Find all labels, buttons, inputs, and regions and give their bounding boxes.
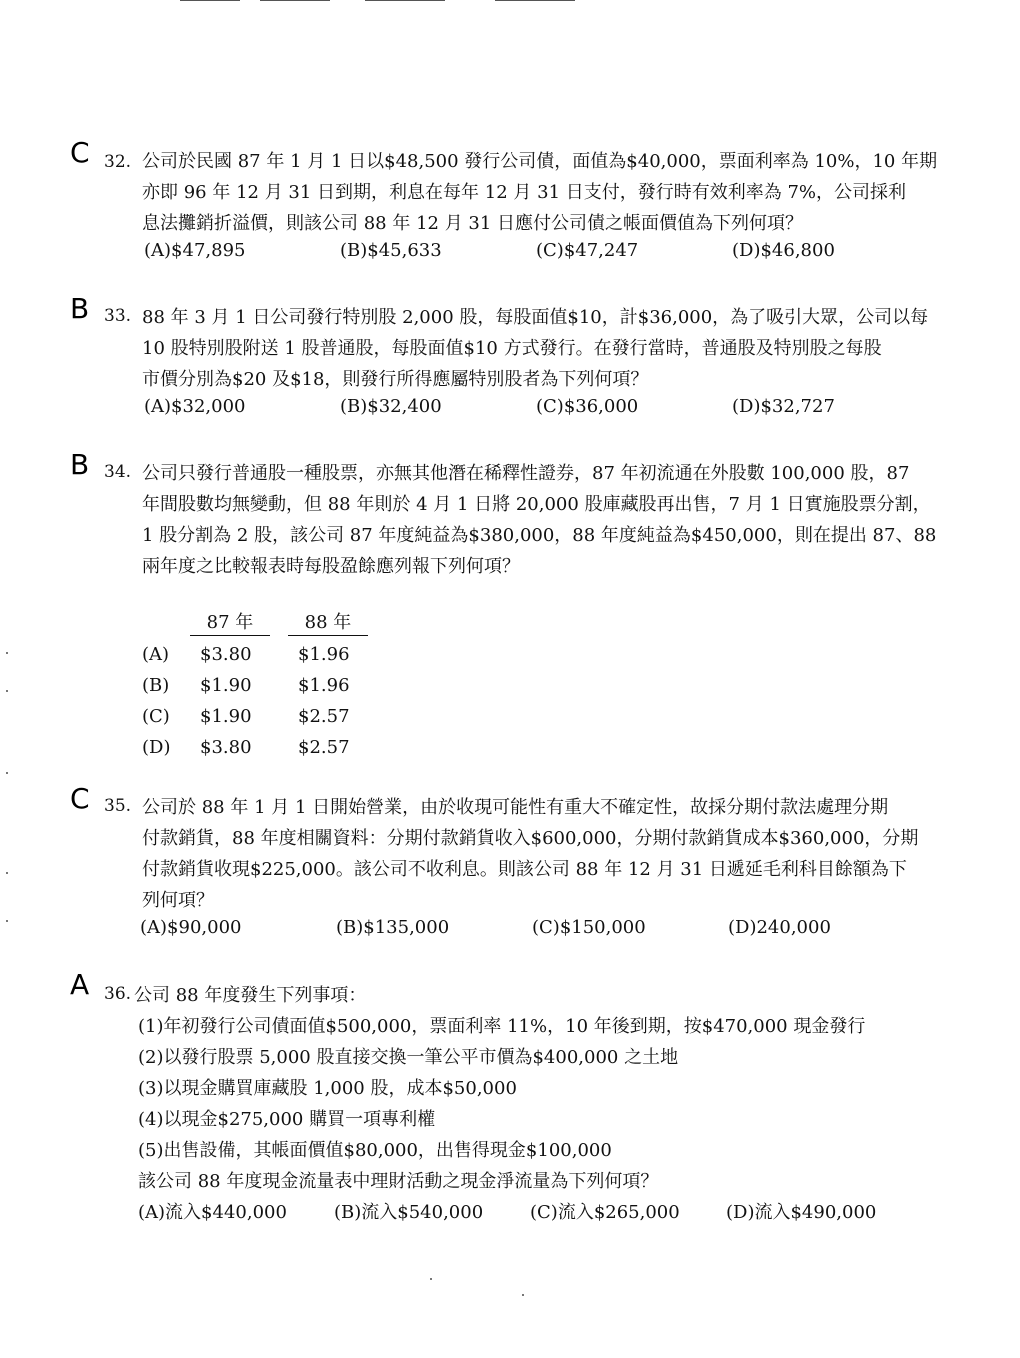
event-item-4: (4)以現金$275,000 購買一項專利權 — [138, 1109, 436, 1130]
table-cell: $1.96 — [298, 675, 350, 696]
scan-speck — [430, 1278, 432, 1280]
option-b: (B)流入$540,000 — [334, 1202, 484, 1223]
question-text-line: 88 年 3 月 1 日公司發行特別股 2,000 股，每股面值$10，計$36,000，為了吸引大眾，公司以每 — [142, 307, 929, 328]
question-number: 32. — [104, 152, 132, 172]
table-cell: $1.96 — [298, 644, 350, 665]
answer-options — [144, 240, 964, 271]
question-text-line: 兩年度之比較報表時每股盈餘應列報下列何項？ — [142, 556, 520, 577]
answer-options — [140, 917, 960, 948]
question-text-line: 公司只發行普通股一種股票，亦無其他潛在稀釋性證券，87 年初流通在外股數 100,000 股，87 — [142, 463, 910, 484]
answer-mark: B — [70, 292, 90, 325]
option-a: (A)流入$440,000 — [138, 1202, 287, 1223]
option-c: (C)流入$265,000 — [530, 1202, 680, 1223]
table-cell: $1.90 — [200, 675, 252, 696]
option-a: (A)$90,000 — [140, 917, 242, 938]
table-cell: $1.90 — [200, 706, 252, 727]
table-header-88: 88 年 — [288, 608, 368, 636]
option-c: (C)$36,000 — [536, 396, 639, 417]
table-cell: $3.80 — [200, 644, 252, 665]
question-text-line: 付款銷貨收現$225,000。該公司不收利息。則該公司 88 年 12 月 31 日遞延毛利科目餘額為下 — [142, 859, 907, 880]
option-d: (D)$46,800 — [732, 240, 835, 261]
question-text-line: 1 股分割為 2 股，該公司 87 年度純益為$380,000，88 年度純益為$450,000，則在提出 87、88 — [142, 525, 937, 546]
question-text-line: 亦即 96 年 12 月 31 日到期，利息在每年 12 月 31 日支付，發行時有效利率為 7%，公司採利 — [142, 182, 907, 203]
question-text-line: 列何項？ — [142, 890, 214, 911]
option-c: (C)$47,247 — [536, 240, 639, 261]
event-item-3: (3)以現金購買庫藏股 1,000 股，成本$50,000 — [138, 1078, 517, 1099]
answer-mark: C — [70, 136, 90, 169]
question-number: 36. — [104, 984, 132, 1004]
scan-speck — [6, 652, 8, 654]
question-text-line: 公司 88 年度發生下列事項： — [134, 985, 367, 1006]
table-row-label: (A) — [142, 644, 170, 665]
question-number: 33. — [104, 306, 132, 326]
question-text-line: 付款銷貨，88 年度相關資料：分期付款銷貨收入$600,000，分期付款銷貨成本$360,000，分期 — [142, 828, 919, 849]
question-text-line: 年間股數均無變動，但 88 年則於 4 月 1 日將 20,000 股庫藏股再出售，7 月 1 日實施股票分割， — [142, 494, 931, 515]
option-b: (B)$45,633 — [340, 240, 442, 261]
table-cell: $2.57 — [298, 737, 350, 758]
answer-options — [144, 396, 964, 427]
top-edge-marks — [150, 0, 590, 4]
table-row-label: (C) — [142, 706, 170, 727]
scan-speck — [6, 920, 8, 922]
table-header-87: 87 年 — [190, 608, 270, 636]
scan-speck — [522, 1294, 524, 1296]
question-text-line: 公司於民國 87 年 1 月 1 日以$48,500 發行公司債，面值為$40,000，票面利率為 10%，10 年期 — [142, 151, 938, 172]
question-prompt: 該公司 88 年度現金流量表中理財活動之現金淨流量為下列何項？ — [138, 1171, 659, 1192]
answer-mark: B — [70, 448, 90, 481]
question-number: 35. — [104, 796, 132, 816]
event-item-5: (5)出售設備，其帳面價值$80,000，出售得現金$100,000 — [138, 1140, 612, 1161]
question-text-line: 息法攤銷折溢價，則該公司 88 年 12 月 31 日應付公司債之帳面價值為下列何項？ — [142, 213, 804, 234]
scan-speck — [6, 772, 8, 774]
option-d: (D)$32,727 — [732, 396, 835, 417]
option-b: (B)$32,400 — [340, 396, 442, 417]
scan-speck — [6, 872, 8, 874]
table-cell: $2.57 — [298, 706, 350, 727]
question-text-line: 公司於 88 年 1 月 1 日開始營業，由於收現可能性有重大不確定性，故採分期付款法處理分期 — [142, 797, 889, 818]
answer-options — [138, 1198, 958, 1229]
option-a: (A)$47,895 — [144, 240, 246, 261]
question-text-line: 10 股特別股附送 1 股普通股，每股面值$10 方式發行。在發行當時，普通股及特別股之每股 — [142, 338, 882, 359]
table-row-label: (B) — [142, 675, 170, 696]
event-item-2: (2)以發行股票 5,000 股直接交換一筆公平市價為$400,000 之土地 — [138, 1047, 679, 1068]
answer-mark: C — [70, 782, 90, 815]
question-number: 34. — [104, 462, 132, 482]
table-row-label: (D) — [142, 737, 171, 758]
option-b: (B)$135,000 — [336, 917, 450, 938]
option-d: (D)流入$490,000 — [726, 1202, 877, 1223]
option-d: (D)240,000 — [728, 917, 831, 938]
option-c: (C)$150,000 — [532, 917, 646, 938]
answer-mark: A — [70, 968, 90, 1001]
event-item-1: (1)年初發行公司債面值$500,000，票面利率 11%，10 年後到期，按$470,000 現金發行 — [138, 1016, 866, 1037]
option-a: (A)$32,000 — [144, 396, 246, 417]
table-cell: $3.80 — [200, 737, 252, 758]
scan-speck — [6, 690, 8, 692]
question-text-line: 市價分別為$20 及$18，則發行所得應屬特別股者為下列何項？ — [142, 369, 649, 390]
